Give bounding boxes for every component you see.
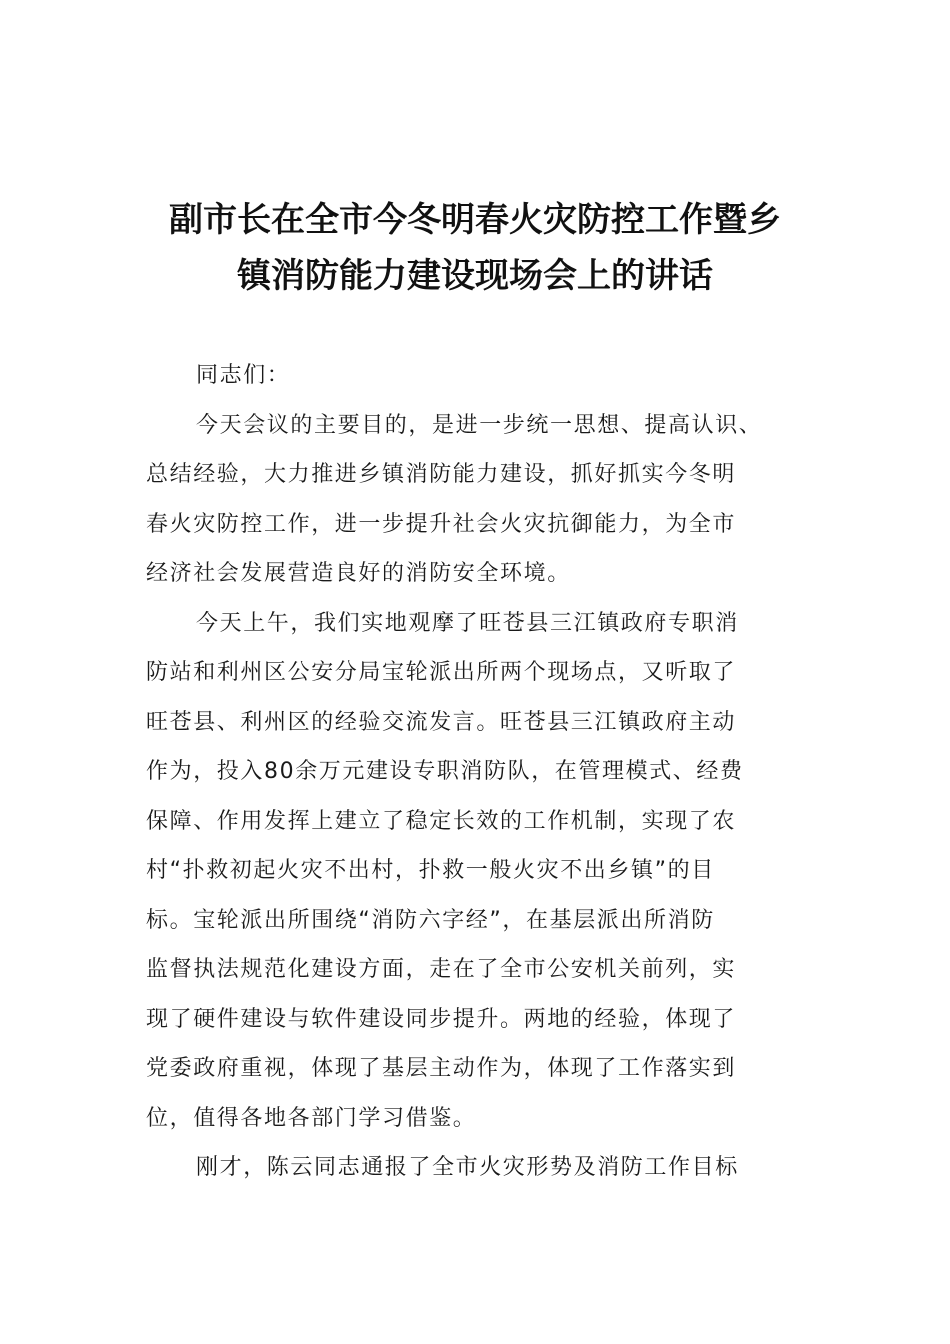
paragraph-2-line-4: 作为，投入80余万元建设专职消防队，在管理模式、经费 — [146, 759, 744, 784]
paragraph-2-line-5: 保障、作用发挥上建立了稳定长效的工作机制，实现了农 — [146, 808, 737, 834]
document-title — [100, 192, 850, 304]
paragraph-2-line-10: 党委政府重视，体现了基层主动作为，体现了工作落实到 — [146, 1056, 737, 1081]
paragraph-1-line-4: 经济社会发展营造良好的消防安全环境。 — [146, 561, 571, 586]
paragraph-3-line-1: 刚才，陈云同志通报了全市火灾形势及消防工作目标 — [196, 1155, 739, 1180]
paragraph-2-line-6: 村“扑救初起火灾不出村，扑救一般火灾不出乡镇”的目 — [146, 858, 715, 883]
title-line-2: 镇消防能力建设现场会上的讲话 — [237, 256, 713, 296]
paragraph-1-line-2: 总结经验，大力推进乡镇消防能力建设，抓好抓实今冬明 — [146, 462, 737, 487]
paragraph-2-line-1: 今天上午，我们实地观摩了旺苍县三江镇政府专职消 — [196, 610, 739, 636]
document-body — [146, 351, 826, 1193]
paragraph-2-line-7: 标。宝轮派出所围绕“消防六字经”，在基层派出所消防 — [146, 907, 715, 933]
paragraph-1-line-3: 春火灾防控工作，进一步提升社会火灾抗御能力，为全市 — [146, 511, 737, 537]
paragraph-2-line-2: 防站和利州区公安分局宝轮派出所两个现场点，又听取了 — [146, 660, 737, 685]
title-line-1: 副市长在全市今冬明春火灾防控工作暨乡 — [169, 200, 781, 240]
paragraph-2-line-9: 现了硬件建设与软件建设同步提升。两地的经验，体现了 — [146, 1006, 737, 1032]
paragraph-2-line-11: 位，值得各地各部门学习借鉴。 — [146, 1105, 477, 1131]
paragraph-2-line-3: 旺苍县、利州区的经验交流发言。旺苍县三江镇政府主动 — [146, 709, 737, 735]
paragraph-1-line-1: 今天会议的主要目的，是进一步统一思想、提高认识、 — [196, 412, 763, 438]
salutation: 同志们： — [196, 363, 291, 388]
paragraph-2-line-8: 监督执法规范化建设方面，走在了全市公安机关前列，实 — [146, 957, 737, 982]
